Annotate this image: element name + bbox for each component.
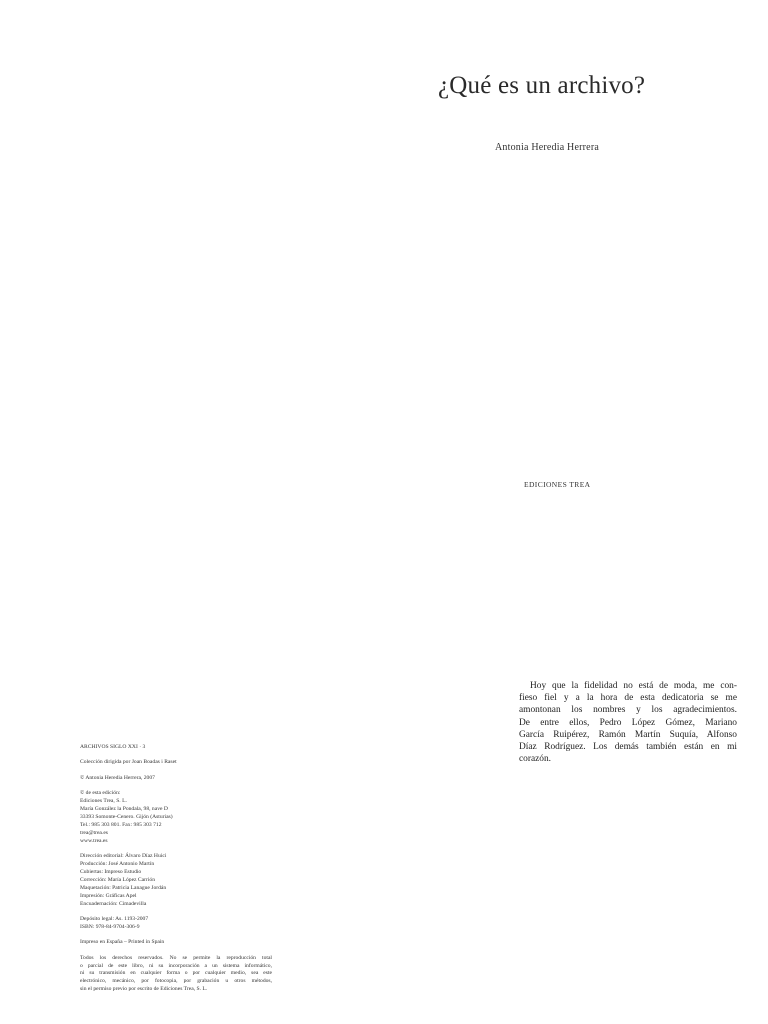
edition-line: © de esta edición: <box>80 790 121 797</box>
edition-line: Ediciones Trea, S. L. <box>80 798 127 805</box>
credit-line: Impresión: Gráficas Apel <box>80 892 137 899</box>
credit-line: Producción: José Antonio Martín <box>80 860 155 867</box>
credit-line: Encuadernación: Cimadevilla <box>80 900 147 907</box>
author-name: Antonia Heredia Herrera <box>495 142 599 153</box>
dedication-line: De entre ellos, Pedro López Gómez, Mariano <box>519 717 737 728</box>
rights-notice <box>80 955 272 995</box>
rights-line: electrónico, mecánico, por fotocopia, por grabación u otros métodos, <box>80 978 272 985</box>
colophon <box>80 744 272 1002</box>
edition-line: 33393 Somonte-Cenero. Gijón (Asturias) <box>80 813 173 820</box>
legal-deposit-line: Depósito legal: As. 1193-2007 <box>80 915 149 922</box>
isbn-line: ISBN: 978-84-9704-306-9 <box>80 923 140 930</box>
dedication <box>519 680 737 765</box>
collection-line: Colección dirigida por Joan Boadas i Raset <box>80 759 177 766</box>
credit-line: Cubiertas: Impreso Estudio <box>80 868 142 875</box>
credit-line: Maquetación: Patricia Lanague Jordán <box>80 884 167 891</box>
credits <box>80 853 272 908</box>
copyright-group <box>80 775 272 783</box>
dedication-line: amontonan los nombres y los agradecimientos. <box>519 705 737 716</box>
book-title: ¿Qué es un archivo? <box>438 72 646 99</box>
edition-line: www.trea.es <box>80 837 108 844</box>
printed-in-line: Impreso en España – Printed in Spain <box>80 939 165 946</box>
rights-line: Todos los derechos reservados. No se permite la reproducción total <box>80 954 272 961</box>
credit-line: Dirección editorial: Álvaro Díaz Huici <box>80 853 167 860</box>
rights-line: sin el permiso previo por escrito de Ediciones Trea, S. L. <box>80 986 208 993</box>
credit-line: Corrección: María López Carrión <box>80 876 156 883</box>
edition-line: trea@trea.es <box>80 829 108 836</box>
printed-in-group <box>80 939 272 947</box>
series-line-group <box>80 744 272 752</box>
dedication-line: Hoy que la fidelidad no está de moda, me con- <box>530 681 737 691</box>
collection-group <box>80 759 272 767</box>
dedication-line: fieso fiel y a la hora de esta dedicatoria se me <box>519 693 737 704</box>
edition-info <box>80 790 272 845</box>
legal-info <box>80 916 272 932</box>
dedication-line: Díaz Rodríguez. Los demás también están en mi <box>519 741 737 752</box>
edition-line: Tel.: 985 303 801. Fax: 985 303 712 <box>80 821 162 828</box>
copyright-line: © Antonia Heredia Herrera, 2007 <box>80 774 155 781</box>
publisher-name: EDICIONES TREA <box>524 480 591 489</box>
rights-line: ni su transmisión en cualquier forma o por cualquier medio, sea este <box>80 970 272 977</box>
dedication-line: corazón. <box>519 754 552 765</box>
rights-line: o parcial de este libro, ni su incorporación a un sistema informático, <box>80 962 272 969</box>
edition-line: María González la Pondala, 98, nave D <box>80 806 168 813</box>
series-line: ARCHIVOS SIGLO XXI · 3 <box>80 744 146 750</box>
dedication-line: García Ruipérez, Ramón Martín Suquía, Alfonso <box>519 729 737 740</box>
